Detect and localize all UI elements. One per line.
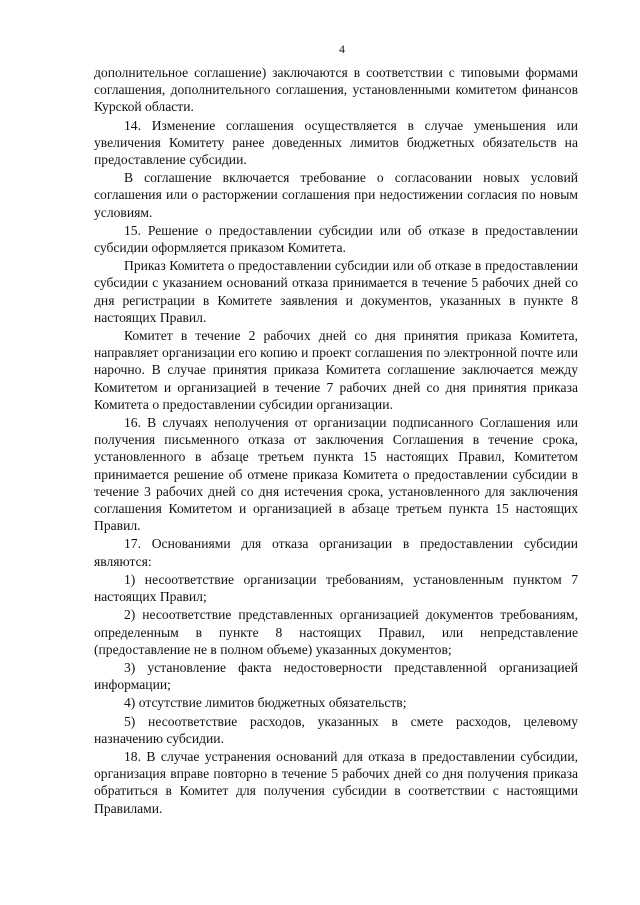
paragraph-18: 18. В случае устранения оснований для отказа в предоставлении субсидии, организация вправе повторно в течение 5 рабочих дней со дня получения приказа обратиться в Комитет для получения субсидии в соответствии с настоящими Правилами. xyxy=(94,748,578,816)
paragraph-continuation: дополнительное соглашение) заключаются в соответствии с типовыми формами соглашения, дополнительного соглашения, установленными комитетом финансов Курской области. xyxy=(94,65,578,115)
paragraph-17-item-2: 2) несоответствие представленных организацией документов требованиям, определенным в пункте 8 настоящих Правил, или непредставление (предоставление не в полном объеме) указанных документов; xyxy=(94,607,578,657)
paragraph-17-item-5: 5) несоответствие расходов, указанных в смете расходов, целевому назначению субсидии. xyxy=(94,713,578,746)
document-body xyxy=(94,64,578,817)
paragraph-15-agreement: Комитет в течение 2 рабочих дней со дня принятия приказа Комитета, направляет организации его копию и проект соглашения по электронной почте или нарочно. В случае принятия приказа Комитета соглашение заключается между Комитетом и организацией в течение 7 рабочих дней со дня принятия приказа Комитета о предоставлении субсидии организации. xyxy=(94,328,578,412)
paragraph-17-item-4: 4) отсутствие лимитов бюджетных обязательств; xyxy=(124,695,407,711)
paragraph-17-item-3: 3) установление факта недостоверности представленной организацией информации; xyxy=(94,659,578,693)
paragraph-14-requirement: В соглашение включается требование о согласовании новых условий соглашения или о расторжении соглашения при недостижении согласия по новым условиям. xyxy=(94,170,578,220)
paragraph-15: 15. Решение о предоставлении субсидии или об отказе в предоставлении субсидии оформляется приказом Комитета. xyxy=(94,222,578,256)
paragraph-17-item-1: 1) несоответствие организации требованиям, установленным пунктом 7 настоящих Правил; xyxy=(94,571,578,605)
paragraph-15-order: Приказ Комитета о предоставлении субсидии или об отказе в предоставлении субсидии с указанием оснований отказа принимается в течение 5 рабочих дней со дня регистрации в Комитете заявления и документов, указанных в пункте 8 настоящих Правил. xyxy=(94,258,578,325)
paragraph-16: 16. В случаях неполучения от организации подписанного Соглашения или получения письменного отказа от заключения Соглашения в течение срока, установленного в абзаце третьем пункта 15 настоящих Правил, Комитетом принимается решение об отмене приказа Комитета о предоставлении субсидии в течение 3 рабочих дней со дня истечения срока, установленного для заключения соглашения Комитетом и организацией в абзаце третьем пункта 15 настоящих Правил. xyxy=(94,415,578,534)
paragraph-17: 17. Основаниями для отказа организации в предоставлении субсидии являются: xyxy=(94,536,578,569)
page-number: 4 xyxy=(339,42,345,56)
paragraph-14: 14. Изменение соглашения осуществляется в случае уменьшения или увеличения Комитету ранее доведенных лимитов бюджетных обязательств на предоставление субсидии. xyxy=(94,117,578,168)
